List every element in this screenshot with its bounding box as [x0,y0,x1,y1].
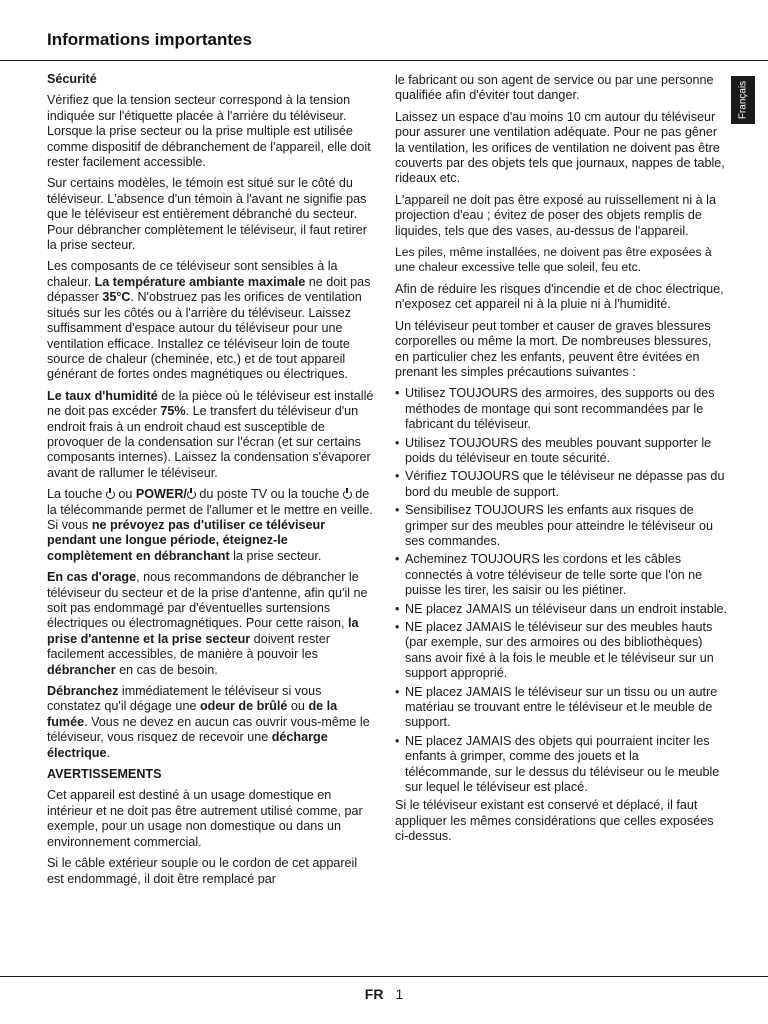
paragraph [47,487,375,564]
emphasis: décharge électrique [47,730,328,760]
paragraph: Un téléviseur peut tomber et causer de graves blessures corporelles ou même la mort. De nombreuses blessures, en particulier chez les enfants, peuvent être évitées en prenant les simples précautions suivantes : [395,318,712,379]
power-icon [187,490,196,499]
list-item: • Sensibilisez TOUJOURS les enfants aux risques de grimper sur des meubles pour atteindre le téléviseur ou ses commandes. [395,503,727,549]
paragraph: Sur certains modèles, le témoin est situé sur le côté du téléviseur. L'absence d'un témoin à l'avant ne signifie pas que le téléviseur est entièrement débranché du secteur. Pour débrancher complètement le téléviseur, il faut retirer la prise secteur. [47,176,367,253]
emphasis: odeur de brûlé [199,699,288,714]
text: ou [287,699,309,714]
emphasis: de la fumée [47,699,338,729]
left-column [47,72,375,893]
emphasis: En cas d'orage [47,570,137,585]
paragraph: L'appareil ne doit pas être exposé au ruissellement ni à la projection d'eau ; évitez de poser des objets remplis de liquides, tels que des vases, au-dessus de l'appareil. [395,192,716,238]
list-item: • NE placez JAMAIS des objets qui pourraient inciter les enfants à grimper, comme des jouets et la télécommande, sur le dessus du téléviseur ou le meuble sur lequel le téléviseur est placé. [395,734,727,796]
page-title: Informations importantes [47,30,252,49]
text: immédiatement le téléviseur si vous constatez qu'il dégage une [47,684,322,714]
page-number: 1 [395,986,404,1002]
text: en cas de besoin. [115,662,218,677]
paragraph: Vérifiez que la tension secteur correspond à la tension indiquée sur l'étiquette placée à l'arrière du téléviseur. Lorsque la prise secteur ou la prise multiple est utilisée comme dispositif de débranchement de l'appareil, elle doit rester facilement accessible. [47,93,371,170]
emphasis: débrancher [47,662,116,677]
list-item: • Utilisez TOUJOURS des meubles pouvant supporter le poids du téléviseur en toute sécurité. [395,436,727,467]
power-icon [343,490,352,499]
text: la prise secteur. [229,548,322,563]
text: de la télécommande permet de l'allumer et le mettre en veille. Si vous [47,487,373,532]
text: du poste TV ou la touche [195,487,343,502]
precautions-list [395,386,727,795]
text: . Le transfert du téléviseur d'un endroit frais à un endroit chaud est susceptible de provoquer de la condensation sur l'écran (et sur certains composants internes). Laissez la condensation s'évaporer avant de rallumer le téléviseur. [47,404,371,480]
emphasis: ne prévoyez pas d'utiliser ce téléviseur pendant une longue période, éteignez-le complètement en débranchant [47,517,326,563]
text: Les composants de ce téléviseur sont sensibles à la chaleur. [47,259,338,289]
language-tab-label: Français [737,80,749,120]
emphasis: Débranchez [47,684,119,699]
text: , nous recommandons de débrancher le téléviseur du secteur et de la prise d'antenne, afin qu'il ne soit pas endommagé par d'éventuelles surtensions électriques ou électromagnétiques. Pour cette raison, [47,570,368,631]
language-tab [731,76,755,124]
paragraph [47,259,375,382]
emphasis: La température ambiante maximale [94,274,306,289]
emphasis: Le taux d'humidité [47,388,158,403]
paragraph: Cet appareil est destiné à un usage domestique en intérieur et ne doit pas être autrement utilisé comme, par exemple, pour un usage non domestique ou dans un environnement commercial. [47,788,363,849]
text: . Vous ne devez en aucun cas ouvrir vous-même le téléviseur, vous risquez de recevoir une [47,714,370,745]
text: La touche [47,487,106,502]
list-item: • NE placez JAMAIS le téléviseur sur des meubles hauts (par exemple, sur des armoires ou des bibliothèques) sans avoir fixé à la fois le meuble et le téléviseur sur un support approprié. [395,620,727,682]
emphasis: la prise d'antenne et la prise secteur [47,616,359,646]
text: ou [114,487,136,502]
emphasis: 35°C [102,290,131,305]
text: de la pièce où le téléviseur est installé ne doit pas excéder [47,388,374,419]
page-footer [0,986,768,1002]
paragraph: Si le téléviseur existant est conservé et déplacé, il faut appliquer les mêmes considérations que celles exposées ci-dessus. [395,798,714,844]
paragraph: Afin de réduire les risques d'incendie et de choc électrique, n'exposez cet appareil ni à la pluie ni à l'humidité. [395,281,724,312]
paragraph: Laissez un espace d'au moins 10 cm autour du téléviseur pour assurer une ventilation adéquate. Pour ne pas gêner la ventilation, les orifices de ventilation ne doivent pas être couverts par des objets tels que journaux, nappes de table, rideaux etc. [395,109,725,186]
list-item: • NE placez JAMAIS un téléviseur dans un endroit instable. [395,602,727,617]
text: . N'obstruez pas les orifices de ventilation situés sur les côtés ou à l'arrière du téléviseur. Laissez suffisamment d'espace autour du téléviseur pour une ventilation efficace. Installez ce téléviseur loin de toute source de chaleur (cheminée, etc.) et de tout appareil générant de fortes ondes magnétiques ou électriques. [47,290,362,382]
right-column [395,73,727,851]
paragraph: le fabricant ou son agent de service ou par une personne qualifiée afin d'éviter tout danger. [395,73,714,103]
paragraph [47,570,375,678]
list-item: • NE placez JAMAIS le téléviseur sur un tissu ou un autre matériau se trouvant entre le téléviseur et le meuble de support. [395,685,727,731]
footer-language-code: FR [364,986,384,1002]
section-heading-avertissements: AVERTISSEMENTS [47,767,162,782]
power-icon [106,490,115,499]
text: ne doit pas dépasser [47,274,371,305]
emphasis: 75% [160,404,186,419]
text: doivent rester facilement accessibles, de manière à pouvoir les [47,631,330,662]
list-item: • Acheminez TOUJOURS les cordons et les câbles connectés à votre téléviseur de telle sorte que l'on ne puisse les tirer, les saisir ou les piétiner. [395,552,727,598]
footer-divider [0,976,768,977]
list-item: • Vérifiez TOUJOURS que le téléviseur ne dépasse pas du bord du meuble de support. [395,469,727,500]
section-heading-securite: Sécurité [47,72,97,86]
paragraph [47,684,375,761]
emphasis: POWER/ [135,487,187,502]
paragraph [47,389,375,481]
paragraph: Si le câble extérieur souple ou le cordon de cet appareil est endommagé, il doit être remplacé par [47,856,358,886]
header-divider [0,60,768,61]
paragraph: Les piles, même installées, ne doivent pas être exposées à une chaleur excessive telle que soleil, feu etc. [395,245,712,275]
list-item: • Utilisez TOUJOURS des armoires, des supports ou des méthodes de montage qui sont recommandées par le fabricant du téléviseur. [395,386,727,432]
text: . [106,745,110,760]
